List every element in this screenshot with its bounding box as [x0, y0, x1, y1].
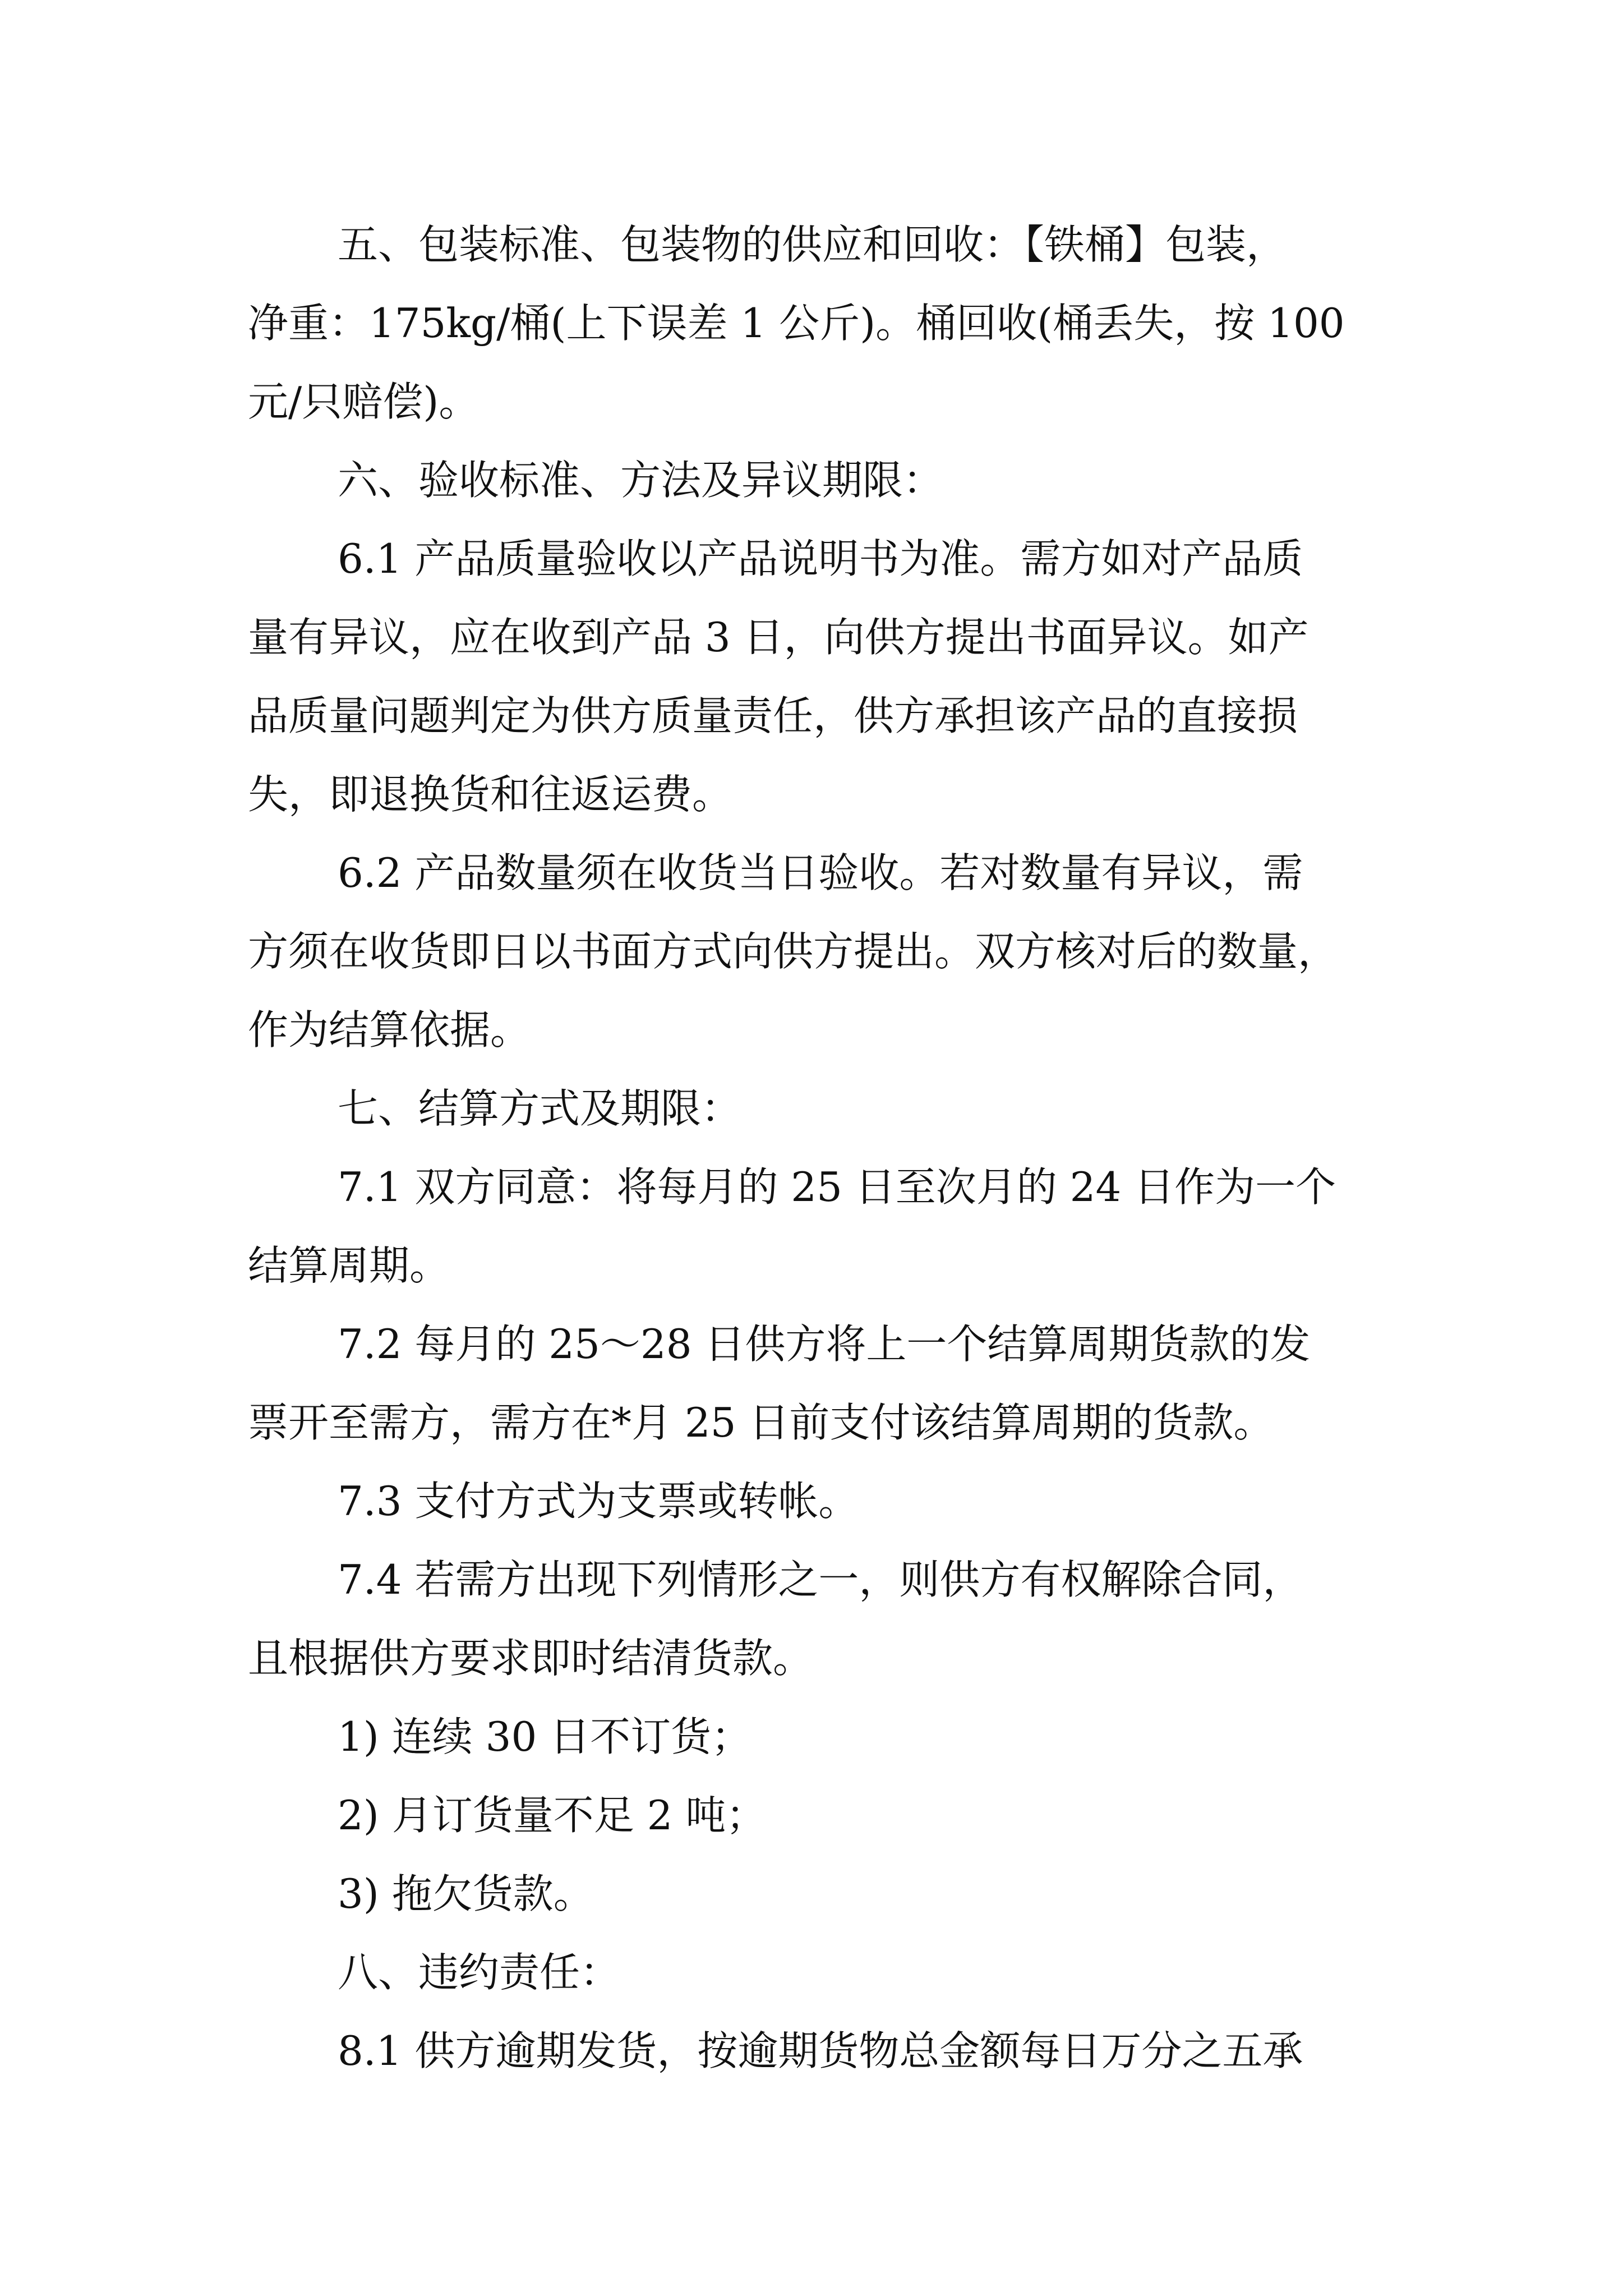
clause-6-1-line-3: 品质量问题判定为供方质量责任，供方承担该产品的直接损 — [248, 692, 1298, 739]
list-item-3: 3) 拖欠货款。 — [338, 1870, 594, 1917]
section-6-heading: 六、验收标准、方法及异议期限： — [338, 457, 944, 504]
clause-7-2-line-2: 票开至需方，需方在*月 25 日前支付该结算周期的货款。 — [248, 1399, 1274, 1446]
section-7-heading: 七、结算方式及期限： — [338, 1085, 742, 1132]
section-8-heading: 八、违约责任： — [338, 1949, 621, 1996]
section-5-heading-line-1: 五、包装标准、包装物的供应和回收：【铁桶】包装， — [338, 221, 1287, 268]
clause-8-1-line-1: 8.1 供方逾期发货，按逾期货物总金额每日万分之五承 — [338, 2027, 1303, 2074]
section-5-line-2: 净重：175kg/桶(上下误差 1 公斤)。桶回收(桶丢失，按 100 — [248, 300, 1345, 347]
clause-7-4-line-2: 且根据供方要求即时结清货款。 — [248, 1635, 814, 1682]
clause-7-2-line-1: 7.2 每月的 25～28 日供方将上一个结算周期货款的发 — [338, 1320, 1311, 1368]
section-5-line-3: 元/只赔偿)。 — [248, 378, 479, 425]
clause-6-2-line-3: 作为结算依据。 — [248, 1006, 531, 1053]
clause-6-1-line-4: 失，即退换货和往返运费。 — [248, 771, 733, 818]
clause-7-1-line-2: 结算周期。 — [248, 1242, 450, 1289]
clause-7-1-line-1: 7.1 双方同意：将每月的 25 日至次月的 24 日作为一个 — [338, 1163, 1336, 1211]
clause-6-1-line-1: 6.1 产品质量验收以产品说明书为准。需方如对产品质 — [338, 535, 1303, 582]
clause-6-2-line-1: 6.2 产品数量须在收货当日验收。若对数量有异议，需 — [338, 849, 1303, 896]
clause-6-1-line-2: 量有异议，应在收到产品 3 日，向供方提出书面异议。如产 — [248, 614, 1309, 661]
clause-6-2-line-2: 方须在收货即日以书面方式向供方提出。双方核对后的数量， — [248, 928, 1339, 975]
list-item-2: 2) 月订货量不足 2 吨； — [338, 1792, 767, 1839]
list-item-1: 1) 连续 30 日不订货； — [338, 1713, 752, 1760]
clause-7-3: 7.3 支付方式为支票或转帐。 — [338, 1478, 859, 1525]
clause-7-4-line-1: 7.4 若需方出现下列情形之一，则供方有权解除合同， — [338, 1556, 1303, 1603]
